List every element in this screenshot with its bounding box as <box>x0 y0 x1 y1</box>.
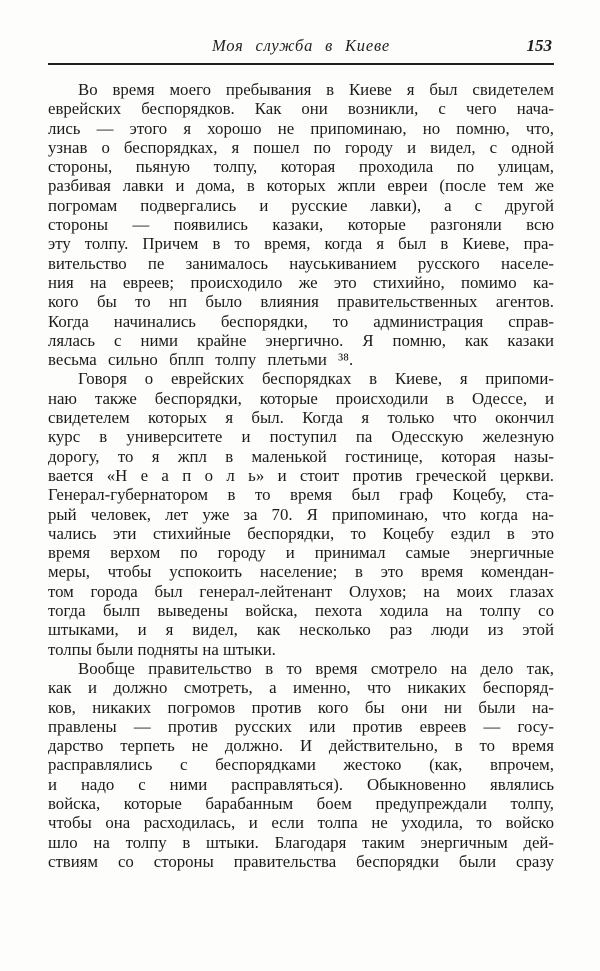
paragraph <box>48 80 554 369</box>
text-line: время верхом по городу и принимал самые энергичные <box>48 543 554 563</box>
text-line: и надо с ними расправляться). Обыкновенно являлись <box>48 774 554 794</box>
text-line: том города был генерал-лейтенант Олухов; на моих глазах <box>48 581 554 601</box>
text-line: еврейских беспорядков. Как они возникли, с чего нача- <box>48 99 554 119</box>
text-line: дорогу, то я жпл в маленькой гостинице, которая назы- <box>48 446 554 466</box>
text-line: стороны, пьяную толпу, которая проходила по улицам, <box>48 157 554 177</box>
text-line: шло на толпу в штыки. Благодаря таким энергичным дей- <box>48 832 554 852</box>
text-line: наю также беспорядки, которые происходили в Одессе, и <box>48 388 554 408</box>
text-block <box>48 80 554 871</box>
text-line: рый человек, лет уже за 70. Я припоминаю, что когда на- <box>48 504 554 524</box>
text-line: Говоря о еврейских беспорядках в Киеве, я припоми- <box>78 369 554 389</box>
text-line: Во время моего пребывания в Киеве я был свидетелем <box>78 80 554 99</box>
text-line: ния на евреев; происходило же это стихийно, помимо ка- <box>48 272 554 292</box>
page-content <box>48 36 554 871</box>
text-line: правлены — против русских или против евреев — госу- <box>48 716 554 736</box>
text-line: кого бы то нп было влияния правительственных агентов. <box>48 292 554 312</box>
text-line: погромам подвергались и русские лавки), а с другой <box>48 195 554 215</box>
page-number: 153 <box>526 36 552 55</box>
header-rule <box>48 63 554 65</box>
paragraph <box>48 659 554 871</box>
text-line: узнав о беспорядках, я пошел по городу и видел, с одной <box>48 137 554 157</box>
text-line: разбивая лавки и дома, в которых жпли евреи (после тем же <box>48 176 554 196</box>
text-line: меры, чтобы успокоить население; в это время комендан- <box>48 562 554 582</box>
text-line: курс в университете и поступил па Одесскую железную <box>48 427 554 447</box>
text-line: Когда начинались беспорядки, то администрация справ- <box>48 311 554 331</box>
text-line: ков, никаких погромов против кого бы они ни были на- <box>48 697 554 717</box>
text-line: стороны — появились казаки, которые разгоняли всю <box>48 215 554 235</box>
text-line: расправлялись с беспорядками жестоко (как, впрочем, <box>48 755 554 775</box>
text-line: весьма сильно бплп толпу плетьми ³⁸. <box>48 350 354 370</box>
text-line: вается «Н е а п о л ь» и стоит против греческой церкви. <box>48 465 554 485</box>
paragraph <box>48 369 554 658</box>
text-line: свидетелем которых я был. Когда я только что окончил <box>48 408 554 428</box>
text-line: штыками, и я видел, как несколько раз люди из этой <box>48 620 554 640</box>
text-line: Вообще правительство в то время смотрело на дело так, <box>78 658 554 678</box>
text-line: вительство пе занималось науськиванием русского населе- <box>48 253 554 273</box>
running-title: Моя служба в Киеве <box>211 36 391 55</box>
text-line: лись — этого я хорошо не припоминаю, но помню, что, <box>48 118 554 138</box>
text-line: дарство терпеть не должно. И действительно, в то время <box>48 736 554 756</box>
text-line: ствиям со стороны правительства беспорядки были сразу <box>48 851 554 871</box>
text-line: толпы были подняты на штыки. <box>48 639 276 659</box>
text-line: тогда былп выведены войска, пехота ходила на толпу со <box>48 601 554 621</box>
text-line: эту толпу. Причем в то время, когда я был в Киеве, пра- <box>48 234 554 254</box>
text-line: Генерал-губернатором в то время был граф Коцебу, ста- <box>48 485 554 505</box>
text-line: как и должно смотреть, а именно, что никаких беспоряд- <box>48 678 554 698</box>
text-line: войска, которые барабанным боем предупреждали толпу, <box>48 793 554 813</box>
text-line: чтобы она расходилась, и если толпа не уходила, то войско <box>48 813 554 833</box>
text-line: чались эти стихийные беспорядки, то Коцебу ездил в это <box>48 523 554 543</box>
text-line: лялась с ними крайне энергично. Я помню, как казаки <box>48 330 554 350</box>
page-header <box>48 36 554 62</box>
